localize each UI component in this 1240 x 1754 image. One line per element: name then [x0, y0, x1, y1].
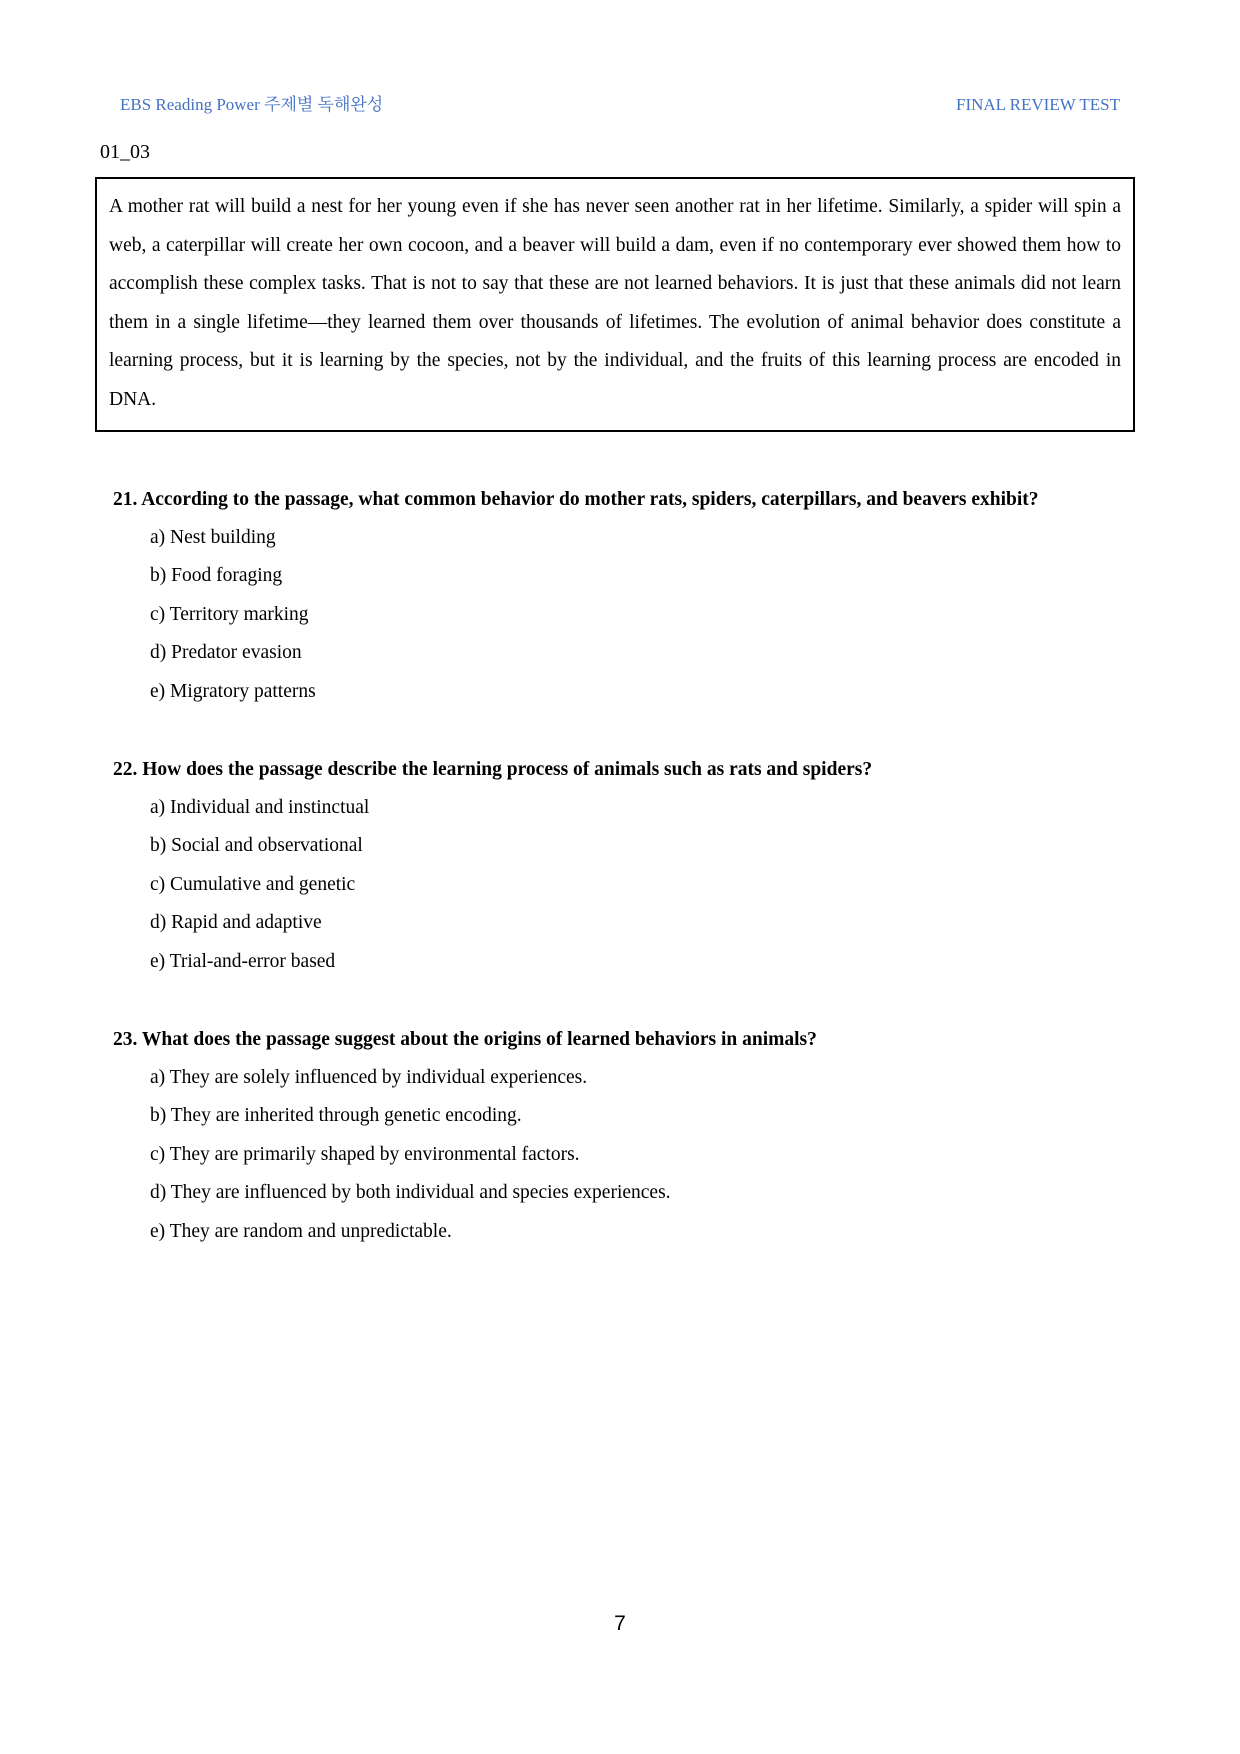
answer-option: c) Territory marking — [150, 603, 309, 625]
page-content — [95, 0, 1135, 1251]
question-number: 21. — [113, 488, 138, 510]
answer-option: d) Predator evasion — [150, 642, 302, 664]
answer-option: b) Food foraging — [150, 565, 283, 587]
answer-option: b) Social and observational — [150, 835, 363, 857]
answer-option: a) Nest building — [150, 526, 276, 548]
answer-option: d) Rapid and adaptive — [150, 912, 322, 934]
question-text: How does the passage describe the learning process of animals such as rats and spiders? — [142, 758, 873, 780]
header-left-title: EBS Reading Power 주제별 독해완성 — [120, 95, 384, 114]
question-number: 22. — [113, 758, 138, 780]
answer-option: e) They are random and unpredictable. — [150, 1220, 452, 1242]
question-23-options — [95, 1059, 1135, 1252]
question-21 — [95, 480, 1128, 519]
question-21-options — [95, 519, 1135, 712]
question-text: According to the passage, what common behavior do mother rats, spiders, caterpillars, and beavers exhibit? — [141, 488, 1039, 510]
answer-option: c) Cumulative and genetic — [150, 873, 356, 895]
answer-option: a) They are solely influenced by individual experiences. — [150, 1066, 588, 1088]
header-right-title: FINAL REVIEW TEST — [955, 95, 1120, 114]
question-22-options — [95, 789, 1135, 982]
question-23 — [95, 1020, 1128, 1059]
passage-id-label: 01_03 — [100, 141, 150, 163]
answer-option: e) Trial-and-error based — [150, 950, 336, 972]
question-number: 23. — [113, 1028, 138, 1050]
answer-option: d) They are influenced by both individual and species experiences. — [150, 1182, 671, 1204]
question-text: What does the passage suggest about the origins of learned behaviors in animals? — [141, 1028, 817, 1050]
answer-option: a) Individual and instinctual — [150, 796, 370, 818]
answer-option: c) They are primarily shaped by environmental factors. — [150, 1143, 580, 1165]
answer-option: b) They are inherited through genetic encoding. — [150, 1105, 522, 1127]
question-22 — [95, 750, 1128, 789]
page-number: 7 — [614, 1612, 626, 1635]
page-header — [120, 90, 1120, 115]
reading-passage: A mother rat will build a nest for her young even if she has never seen another rat in her lifetime. Similarly, a spider will spin a web, a caterpillar will create her own cocoon, and a beaver will build a dam, even if no contemporary ever showed them how to accomplish these complex tasks. That is not to say that these are not learned behaviors. It is just that these animals did not learn them in a single lifetime—they learned them over thousands of lifetimes. The evolution of animal behavior does constitute a learning process, but it is learning by the species, not by the individual, and the fruits of this learning process are encoded in DNA. — [95, 177, 1135, 432]
answer-option: e) Migratory patterns — [150, 680, 316, 702]
